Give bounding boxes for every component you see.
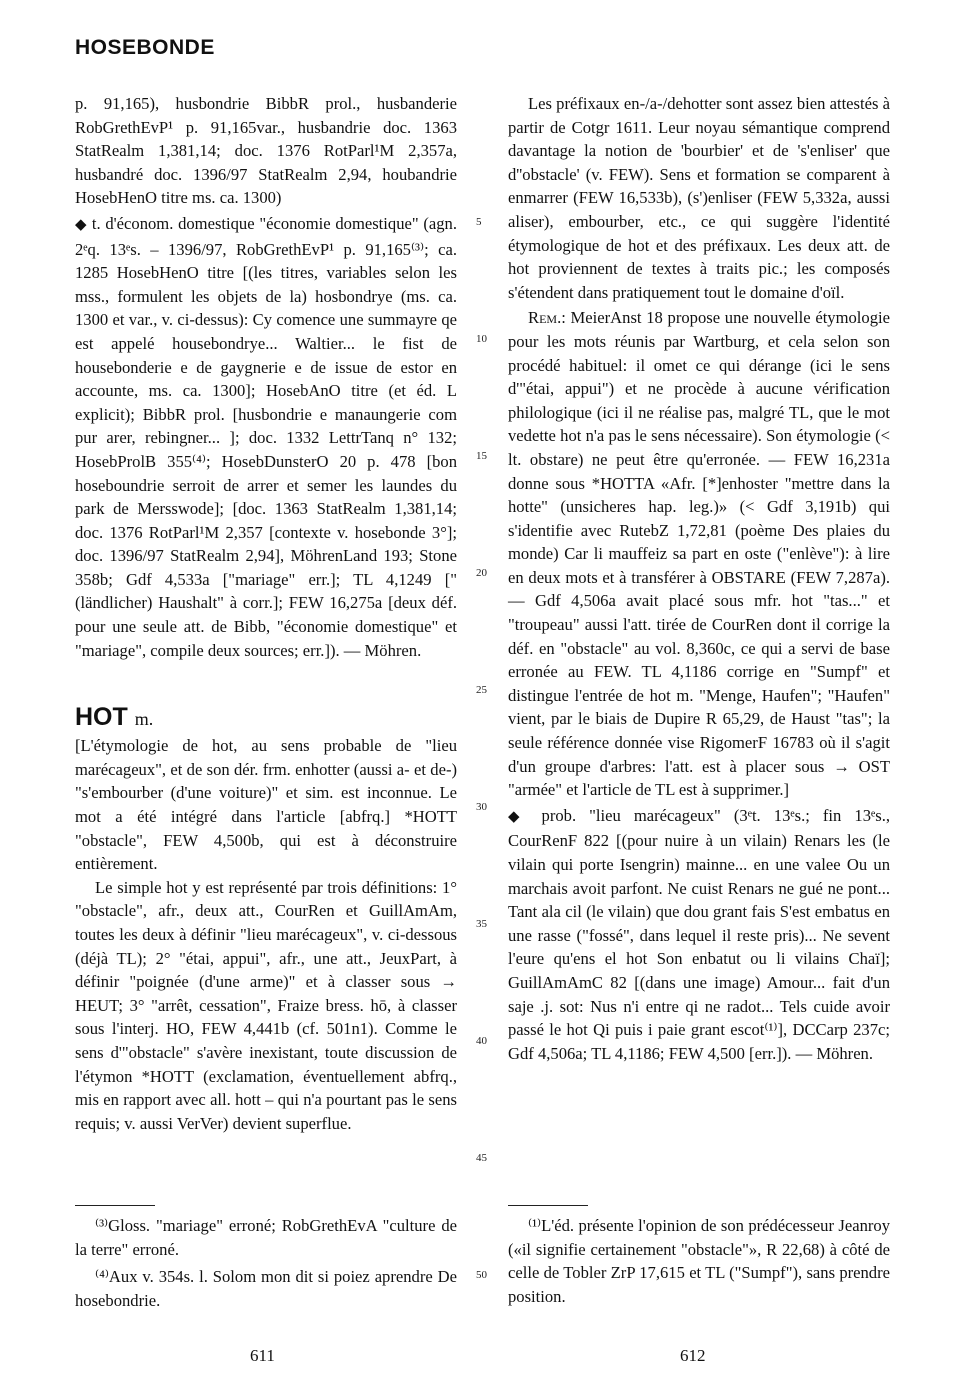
left-column [75, 92, 457, 1135]
line-number: 10 [476, 333, 487, 345]
line-number: 25 [476, 684, 487, 696]
remark-label: Rem.: [528, 308, 566, 328]
diamond-icon: ◆ [75, 216, 88, 233]
line-number: 50 [476, 1269, 487, 1281]
diamond-icon: ◆ [508, 808, 529, 825]
footnotes-left [75, 1205, 457, 1316]
entry-headword [75, 702, 457, 734]
definition-paragraph [508, 804, 890, 1066]
page-number-right: 612 [680, 1346, 706, 1365]
line-number: 40 [476, 1035, 487, 1047]
line-number: 45 [476, 1152, 487, 1164]
footnote-rule [75, 1205, 155, 1206]
etymology-paragraph: [L'étymologie de hot, au sens probable de "lieu marécageux", et de son dér. frm. enhotter (aussi a- et de-) "s'embourber (d'une voiture)" et sim. est inconnue. Le mot a été intégré dans l'article [abfrq.] *HOTT "obstacle", FEW 4,500b, qui est à déconstruire entièrement. [75, 736, 457, 874]
remark-text: MeierAnst 18 propose une nouvelle étymologie pour les mots réunis par Wartburg, et cela selon son procédé habituel: il omet ce qui dérange (ici le sens d'"étai, appui") et ne procède à aucune vérification philologique (ici il ne réalise pas, malgré TL, que le mot vedette hot n'a pas le sens nécessaire). Son étymologie (< lt. obstare) ne peut être qu'erronée. — FEW 16,231a donne sous *HOTTA «Afr. [*]enhoster "mettre dans la hotte" (unsicheres hap. leg.)» (< Gdf 3,191b) qui s'identifie avec RutebZ 1,72,81 (poème Des plaies du monde) Car li mauffeiz sa part en oste ("enlève"): à lire en deux mots et à transférer à OBSTARE (FEW 7,287a). — Gdf 4,506a avait placé sous mfr. hot "tas..." et "troupeau" aussi l'att. tirée de CourRen dont il corrige la déf. en "obstacle" au vol. 8,360c, ce qui a servi de base erronée au FEW. TL 4,1186 corrige en "Sumpf" et distingue l'entrée de hot m. "Menge, Haufen"; "Haufen" vient, par le biais de Dupire R 65,29, de Haust "tas"; la seule référence donnée vise RigomerF 16783 où il s'agit d'un groupe d'arbres: l'att. est à placer sous → OST "armée" et l'article de TL est à supprimer.] [508, 308, 890, 800]
definition-paragraph [75, 212, 457, 662]
line-number: 20 [476, 567, 487, 579]
footnote-1: ⁽¹⁾L'éd. présente l'opinion de son prédécesseur Jeanroy («il signifie certainement "obstacle"», R 22,68) à côté de celle de Tobler ZrP 17,615 et TL ("Sumpf"), sans prendre position. [508, 1216, 890, 1306]
definition-text: prob. "lieu marécageux" (3ᵉt. 13ᵉs.; fin 13ᵉs., CourRenF 822 [(pour nuire à un vilain) Renars les (le vilain qui porte Isengrin) mainne... en une valee Ou un marchais avoit parfont. Ne cuist Renars ne gué ne pont... Tant ala cil (le vilain) que dou grant fais S'est embatus en une rasse ("fossé", dans lequel il reste pris)... Ne sevent l'eure qu'ens el hot Son enbatut ou li vilains Chaï]; GuillAmAmC 82 [(dans une image) Amour... fait d'un saje .j. sot: Nus n'i entre qi ne radot... Tels cuide avoir passé le hot Qi puis i paie grant escot⁽¹⁾], DCCarp 237c; Gdf 4,506a; TL 4,1186; FEW 4,500 [err.]). — Möhren. [508, 805, 890, 1063]
prefix-paragraph: Les préfixaux en-/a-/dehotter sont assez bien attestés à partir de Cotgr 1611. Leur noyau sémantique comprend davantage la notion de 'bourbier' et de 's'enliser' que d''obstacle' (v. FEW). Sens et formation se comparent à enmarrer (FEW 16,533b), (s')enliser (FEW 5,332a, aussi aliser), embourber, etc., ce qui suggère l'identité étymologique de hot et des préfixaux. Les deux att. de hot proviennent de textes à traits pic.; les composés s'étendent dans pratiquement tout le domaine d'oïl. [508, 94, 890, 302]
footnotes-right [508, 1205, 890, 1312]
headword: HOT [75, 703, 128, 732]
grammatical-category: m. [134, 709, 154, 730]
running-head: HOSEBONDE [75, 36, 215, 59]
definition-text: t. d'économ. domestique "économie domestique" (agn. 2ᵉq. 13ᵉs. – 1396/97, RobGrethEvP¹ p. 91,165⁽³⁾; ca. 1285 HosebHenO titre [(les titres, variables selon les mss., formulent les objets de la) hosbondrye (ms. ca. 1300 et var., v. ci-dessus): Cy comence une summayre qe est appelé housebondrye... Waltier... le fist de housebonderie e de gaygnerie e de issue de estor en accounte, ms. ca. 1300]; HosebAnO titre (et éd. L explicit); BibbR prol. [husbondrie e manaungerie com pur arer, rebingner... ]; doc. 1332 LettrTanq n° 132; HosebProlB 355⁽⁴⁾; HosebDunsterO 20 p. 478 [bon hoseboundrie serroit de arrer et semer les laundes du park de Mersswode]; [doc. 1363 StatRealm 1,381,14; doc. 1376 RotParl¹M 2,357 [contexte v. hosebonde 3°]; doc. 1396/97 StatRealm 2,94], MöhrenLand 193; Stone 358b; Gdf 4,533a ["mariage" err.]; TL 4,1249 ["(ländlicher) Haushalt" à corr.]; FEW 16,275a [deux déf. pour une seule att. de Bibb, "économie domestique" et "mariage", compile deux sources; err.]). — Möhren. [75, 213, 458, 660]
remark-paragraph [508, 306, 890, 801]
commentary-paragraph: Le simple hot y est représenté par trois définitions: 1° "obstacle", afr., deux att., CourRen et GuillAmAm, toutes les deux à définir "lieu marécageux", v. ci-dessous (déjà TL); 2° "étai, appui", afr., une att., JeuxPart, à définir "poignée (d'une arme)" et à classer sous → HEUT; 3° "arrêt, cessation", Fraize bress. hō, à classer sous l'interj. HO, FEW 4,441b (cf. 501n1). Comme le sens d'"obstacle" s'avère inexistant, toute discussion de l'étymon *HOTT (exclamation, éventuellement abfrq., mis en rapport avec all. hott – qui n'a pourtant pas le sens requis; v. aussi VerVer) devient superflue. [75, 877, 457, 1133]
line-number: 35 [476, 918, 487, 930]
right-column [508, 92, 890, 1065]
page-number-left: 611 [250, 1346, 275, 1365]
line-number: 5 [476, 216, 482, 228]
line-number: 30 [476, 801, 487, 813]
line-number: 15 [476, 450, 487, 462]
footnote-4: ⁽⁴⁾Aux v. 354s. l. Solom mon dit si poiez aprendre De hosebondrie. [75, 1267, 457, 1310]
footnote-rule [508, 1205, 588, 1206]
footnote-3: ⁽³⁾Gloss. "mariage" erroné; RobGrethEvA "culture de la terre" erroné. [75, 1216, 457, 1259]
entry-continuation: p. 91,165), husbondrie BibbR prol., husbanderie RobGrethEvP¹ p. 91,165var., husbandrie doc. 1363 StatRealm 1,381,14; doc. 1376 RotParl¹M 2,357a, husbandré doc. 1396/97 StatRealm 2,94, houbandrie HosebHenO titre ms. ca. 1300) [75, 94, 457, 208]
